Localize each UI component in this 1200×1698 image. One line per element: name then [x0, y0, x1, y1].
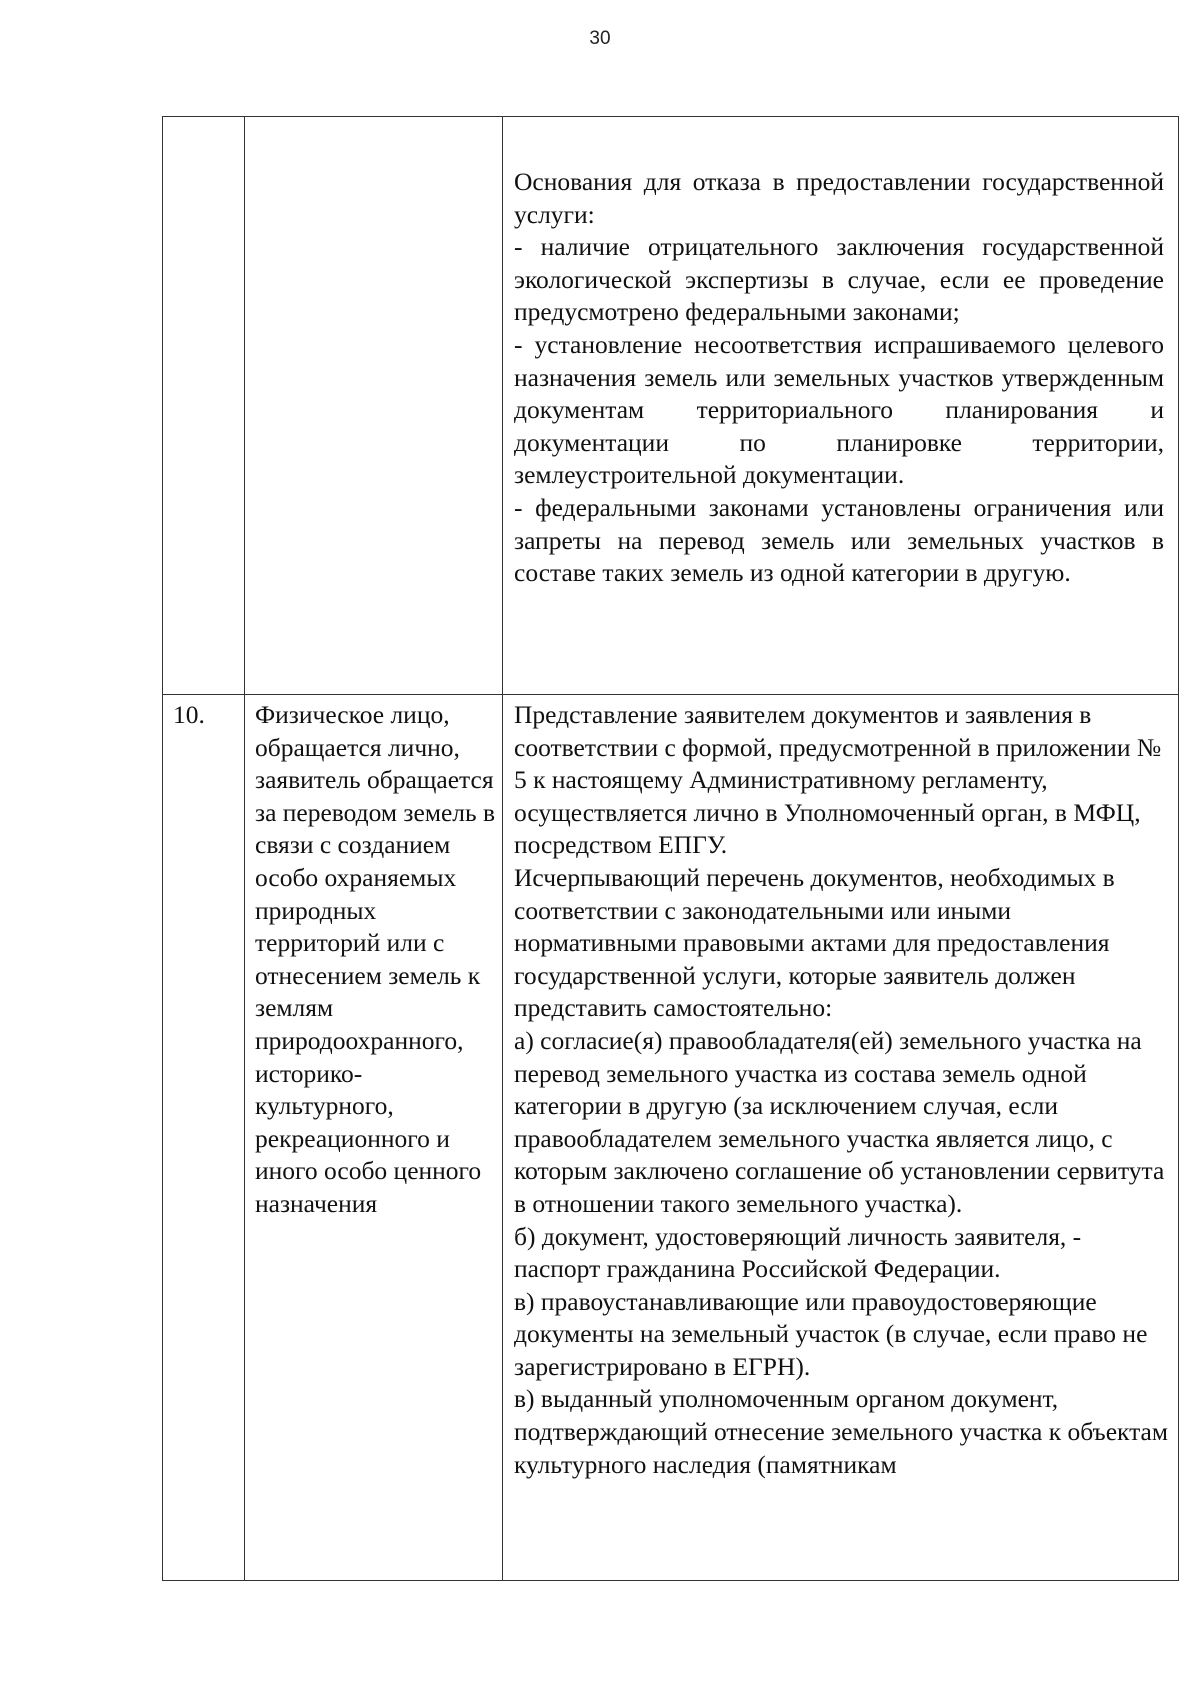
document-item: в) выданный уполномоченным органом документ, подтверждающий отнесение земельного участка к объектам культурного наследия (памятникам — [514, 1384, 1169, 1479]
page-number: 30 — [589, 28, 611, 49]
procedure-paragraph: Представление заявителем документов и заявления в соответствии с формой, предусмотренной в приложении № 5 к настоящему Административному регламенту, осуществляется лично в Уполномоченный орган, в МФЦ, посредством ЕПГУ. — [514, 700, 1162, 860]
row2-content-cell — [503, 695, 1179, 1581]
row2-number-cell — [163, 695, 245, 1581]
document-item: в) правоустанавливающие или правоудостоверяющие документы на земельный участок (в случае, если право не зарегистрировано в ЕГРН). — [514, 1286, 1148, 1381]
table-row — [163, 117, 1179, 695]
document-table — [162, 116, 1179, 1581]
row1-description-cell — [245, 117, 503, 695]
table-row — [163, 695, 1179, 1581]
document-item: а) согласие(я) правообладателя(ей) земельного участка на перевод земельного участка из состава земель одной категории в другую (за исключением случая, если правообладателем земельного участка является лицо, с которым заключено соглашение об установлении сервитута в отношении такого земельного участка). — [514, 1025, 1165, 1218]
row2-description-cell — [245, 695, 503, 1581]
document-item: б) документ, удостоверяющий личность заявителя, - паспорт гражданина Российской Федерации. — [514, 1221, 1082, 1284]
refusal-item: - наличие отрицательного заключения государственной экологической экспертизы в случае, если ее проведение предусмотрено федеральными законами; — [514, 232, 1164, 327]
applicant-description: Физическое лицо, обращается лично, заявитель обращается за переводом земель в связи с созданием особо охраняемых природных территорий или с отнесением земель к землям природоохранного, историко-культурного, рекреационного и иного особо ценного назначения — [255, 700, 496, 1218]
refusal-item: - федеральными законами установлены ограничения или запреты на перевод земель или земельных участков в составе таких земель из одной категории в другую. — [514, 492, 1164, 588]
refusal-heading: Основания для отказа в предоставлении государственной услуги: — [514, 167, 1164, 229]
row1-content-cell — [503, 117, 1179, 695]
refusal-item: - установление несоответствия испрашиваемого целевого назначения земель или земельных участков утвержденным документам территориального планирования и документации по планировке территории, землеустроительной документации. — [514, 329, 1164, 490]
documents-list-heading: Исчерпывающий перечень документов, необходимых в соответствии с законодательными или иными нормативными правовыми актами для предоставления государственной услуги, которые заявитель должен представить самостоятельно: — [514, 862, 1115, 1023]
row1-number-cell — [163, 117, 245, 695]
row-number: 10. — [173, 700, 205, 729]
